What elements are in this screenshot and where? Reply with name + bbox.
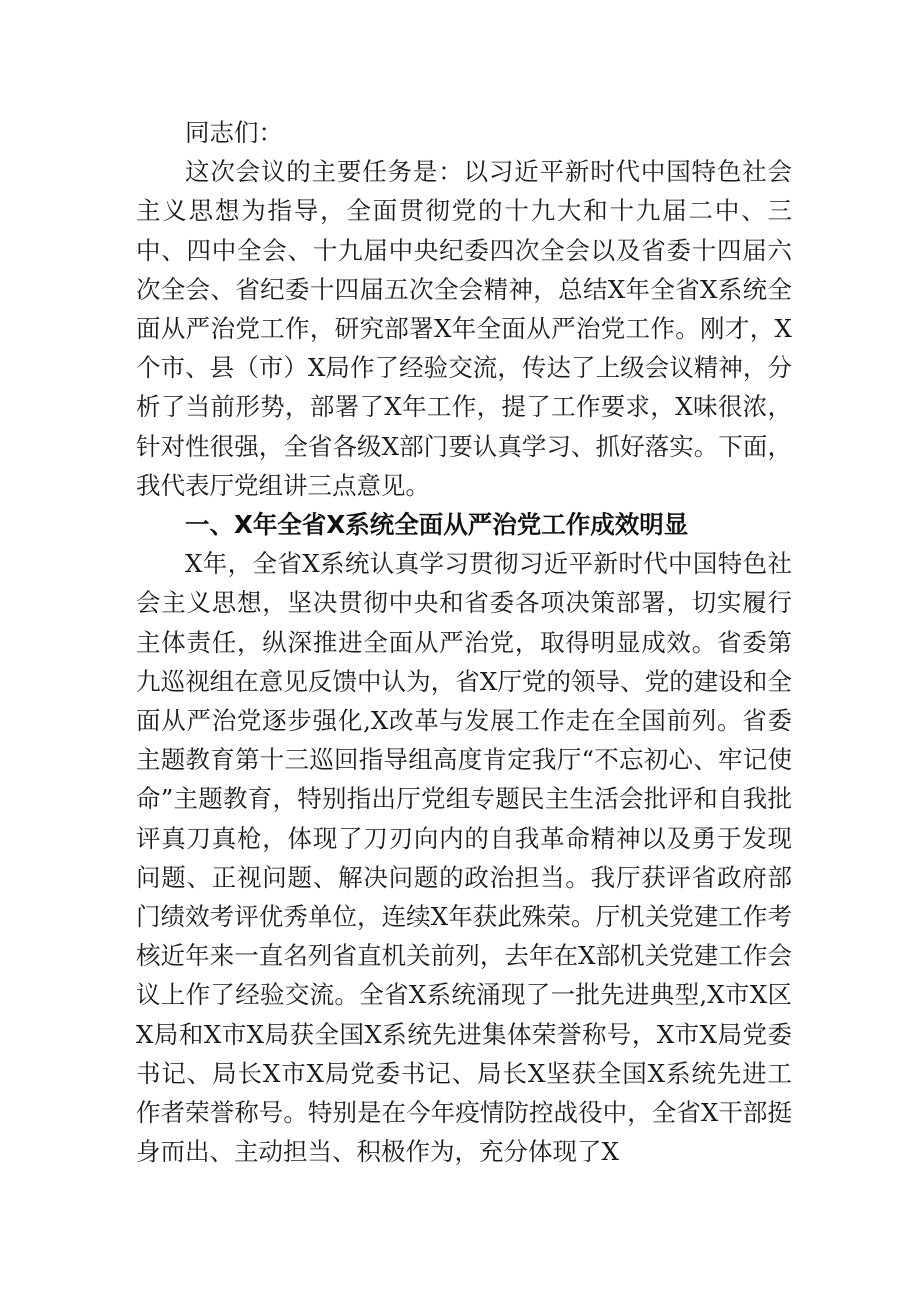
salutation: 同志们： — [185, 118, 283, 147]
section-heading-1: 一、X年全省X系统全面从严治党工作成效明显 — [185, 510, 689, 540]
paragraph-achievements: X年，全省X系统认真学习贯彻习近平新时代中国特色社会主义思想，坚决贯彻中央和省委各项决策部署，切实履行主体责任，纵深推进全面从严治党，取得明显成效。省委第九巡视组在意见反馈中认为，省X厅党的领导、党的建设和全面从严治党逐步强化,X改革与发展工作走在全国前列。省委主题教育第十三巡回指导组高度肯定我厅“不忘初心、牢记使命”主题教育，特别指出厅党组专题民主生活会批评和自我批评真刀真枪，体现了刀刃向内的自我革命精神以及勇于发现问题、正视问题、解决问题的政治担当。我厅获评省政府部门绩效考评优秀单位，连续X年获此殊荣。厅机关党建工作考核近年来一直名列省直机关前列，去年在X部机关党建工作会议上作了经验交流。全省X系统涌现了一批先进典型,X市X区X局和X市X局获全国X系统先进集体荣誉称号，X市X局党委书记、局长X市X局党委书记、局长X坚获全国X系统先进工作者荣誉称号。特别是在今年疫情防控战役中，全省X干部挺身而出、主动担当、积极作为，充分体现了X — [136, 549, 792, 1167]
document-body — [136, 113, 792, 1171]
paragraph-intro: 这次会议的主要任务是：以习近平新时代中国特色社会主义思想为指导，全面贯彻党的十九大和十九届二中、三中、四中全会、十九届中央纪委四次全会以及省委十四届六次全会、省纪委十四届五次全会精神，总结X年全省X系统全面从严治党工作，研究部署X年全面从严治党工作。刚才，X个市、县（市）X局作了经验交流，传达了上级会议精神，分析了当前形势，部署了X年工作，提了工作要求，X味很浓，针对性很强，全省各级X部门要认真学习、抓好落实。下面，我代表厅党组讲三点意见。 — [136, 157, 792, 500]
